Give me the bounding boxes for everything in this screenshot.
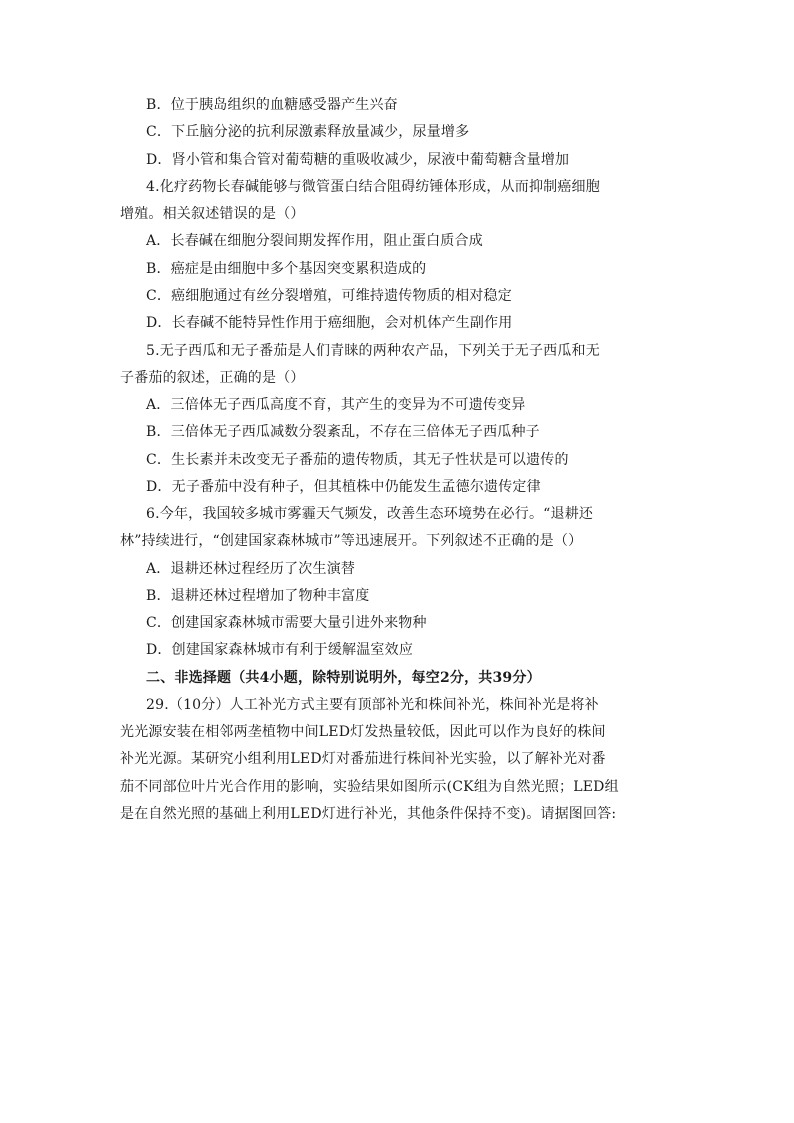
q6-option-a: A．退耕还林过程经历了次生演替 [146, 561, 356, 577]
q4-option-a: A．长春碱在细胞分裂间期发挥作用，阻止蛋白质合成 [146, 233, 483, 249]
q5-option-a: A．三倍体无子西瓜高度不育，其产生的变异为不可遗传变异 [146, 397, 526, 413]
q29-line-3: 补光光源。某研究小组利用LED灯对番茄进行株间补光实验，以了解补光对番 [120, 751, 606, 767]
q5-stem-line-2: 子番茄的叙述，正确的是（） [120, 370, 305, 386]
q6-option-d: D．创建国家森林城市有利于缓解温室效应 [146, 642, 414, 658]
q29-line-1: 29.（10分）人工补光方式主要有顶部补光和株间补光，株间补光是将补 [146, 697, 599, 713]
q5-option-d: D．无子番茄中没有种子，但其植株中仍能发生孟德尔遗传定律 [146, 479, 541, 495]
q5-option-c: C．生长素并未改变无子番茄的遗传物质，其无子性状是可以遗传的 [146, 452, 569, 468]
q6-option-b: B．退耕还林过程增加了物种丰富度 [146, 588, 370, 604]
q6-option-c: C．创建国家森林城市需要大量引进外来物种 [146, 615, 427, 631]
q3-option-b: B．位于胰岛组织的血糖感受器产生兴奋 [146, 97, 398, 113]
q4-option-b: B．癌症是由细胞中多个基因突变累积造成的 [146, 261, 427, 277]
q4-option-d: D．长春碱不能特异性作用于癌细胞，会对机体产生副作用 [146, 315, 513, 331]
q6-stem-line-1: 6.今年，我国较多城市雾霾天气频发，改善生态环境势在必行。“退耕还 [146, 506, 594, 522]
q6-stem-line-2: 林”持续进行，“创建国家森林城市”等迅速展开。下列叙述不正确的是（） [120, 533, 583, 549]
q5-option-b: B．三倍体无子西瓜减数分裂紊乱，不存在三倍体无子西瓜种子 [146, 424, 540, 440]
q4-option-c: C．癌细胞通过有丝分裂增殖，可维持遗传物质的相对稳定 [146, 288, 512, 304]
q29-line-2: 光光源安装在相邻两垄植物中间LED灯发热量较低，因此可以作为良好的株间 [120, 724, 606, 740]
q4-stem-line-1: 4.化疗药物长春碱能够与微管蛋白结合阻碍纺锤体形成，从而抑制癌细胞 [146, 179, 600, 195]
q3-option-d: D．肾小管和集合管对葡萄糖的重吸收减少，尿液中葡萄糖含量增加 [146, 152, 570, 168]
q3-option-c: C．下丘脑分泌的抗利尿激素释放量减少，尿量增多 [146, 124, 470, 140]
section-heading: 二、非选择题（共4小题，除特别说明外，每空2分，共39分） [146, 670, 541, 686]
q29-line-4: 茄不同部位叶片光合作用的影响，实验结果如图所示(CK组为自然光照；LED组 [120, 779, 619, 795]
q29-line-5: 是在自然光照的基础上利用LED灯进行补光，其他条件保持不变)。请据图回答: [120, 806, 617, 822]
q4-stem-line-2: 增殖。相关叙述错误的是（） [120, 206, 305, 222]
q5-stem-line-1: 5.无子西瓜和无子番茄是人们青睐的两种农产品，下列关于无子西瓜和无 [146, 343, 600, 359]
